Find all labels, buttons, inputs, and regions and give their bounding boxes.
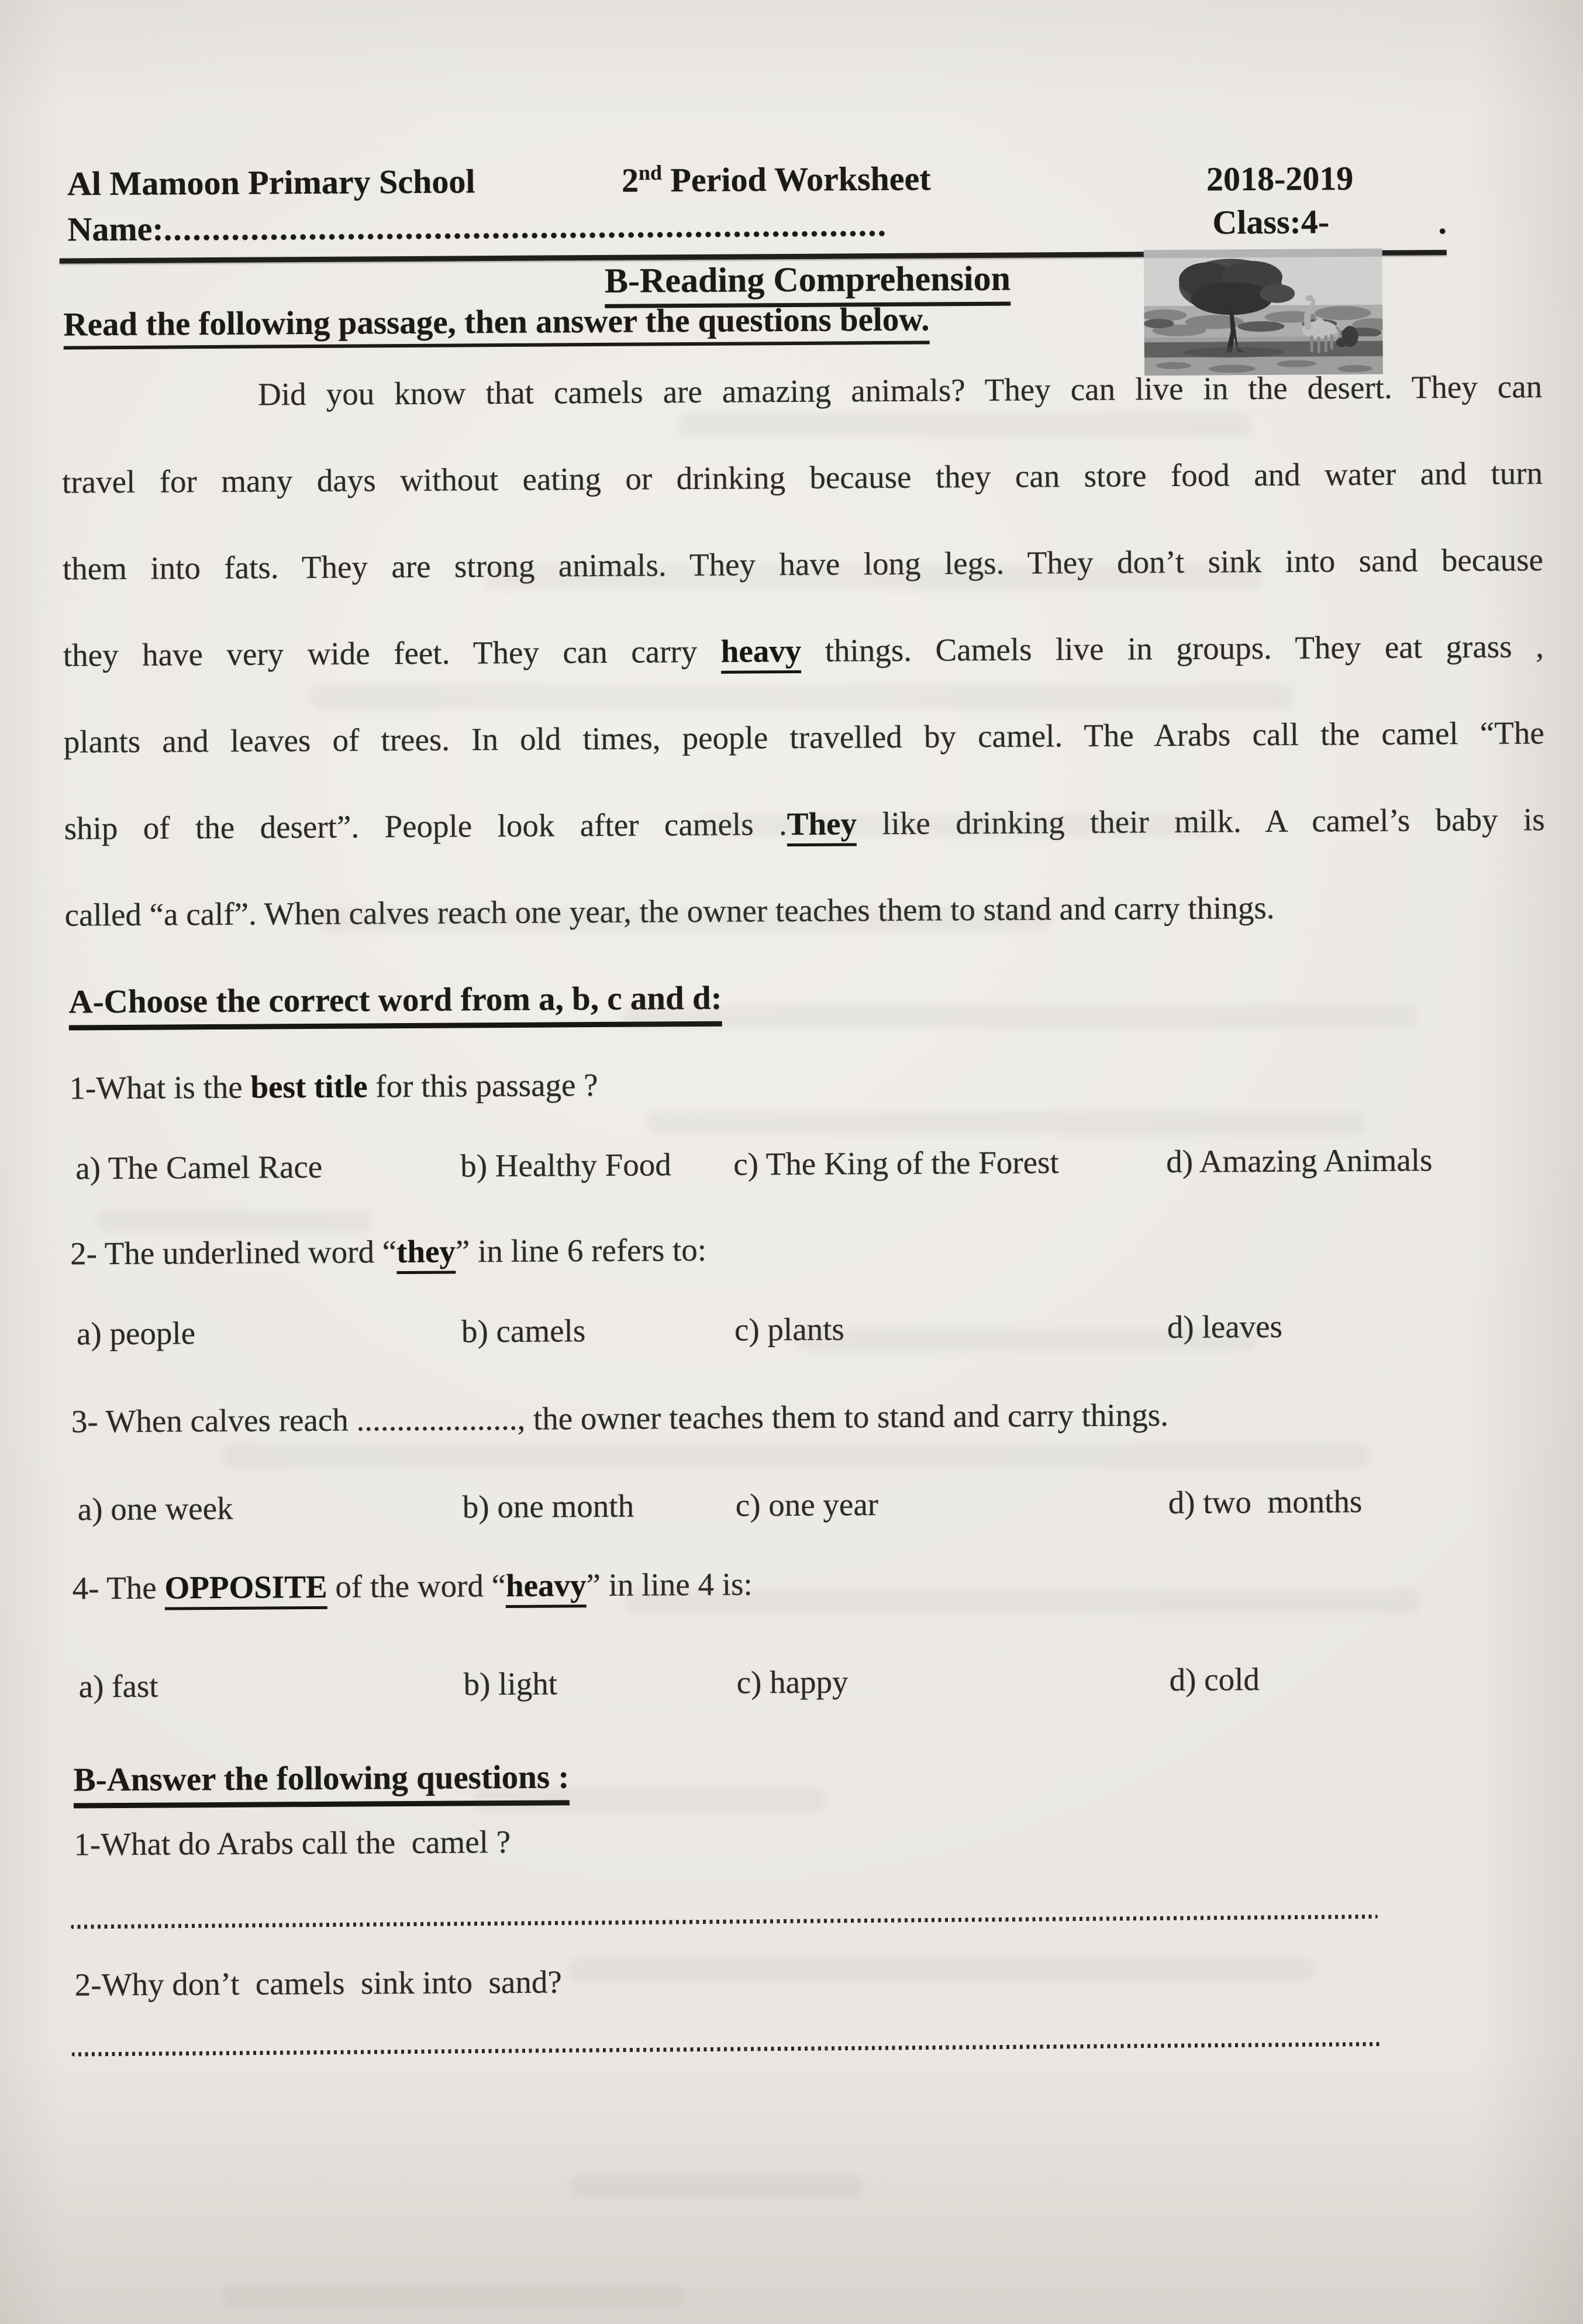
bleed-through-artifact xyxy=(693,814,1213,838)
option-a2-b: b) camels xyxy=(461,1313,586,1349)
name-label: Name: xyxy=(67,209,164,249)
question-a1-prompt: 1-What is the best title for this passage ? xyxy=(69,1067,598,1106)
option-a4-c: c) happy xyxy=(736,1664,849,1700)
bleed-through-artifact xyxy=(678,412,1251,437)
name-dotted-blank: ........................................................................... xyxy=(163,205,888,248)
bleed-through-artifact xyxy=(222,2286,684,2308)
question-a3-options xyxy=(68,1481,1571,1537)
option-a3-c: c) one year xyxy=(735,1486,879,1523)
header-trailing-period: . xyxy=(1438,203,1447,242)
passage-line: plants and leaves of trees. In old times, people travelled by camel. The Arabs call the camel “The xyxy=(63,715,1544,760)
passage-line: they have very wide feet. They can carry heavy things. Camels live in groups. They eat grass , xyxy=(63,628,1544,673)
option-a1-d: d) Amazing Animals xyxy=(1166,1142,1433,1180)
bleed-through-artifact xyxy=(795,1329,1257,1351)
section-a-heading-text: A-Choose the correct word from a, b, c and d: xyxy=(68,980,722,1031)
option-a2-d: d) leaves xyxy=(1167,1308,1283,1345)
bleed-through-artifact xyxy=(316,908,1053,932)
question-a1-options xyxy=(66,1140,1569,1196)
bleed-through-artifact xyxy=(485,564,1263,590)
option-a4-b: b) light xyxy=(463,1665,558,1702)
option-a4-d: d) cold xyxy=(1169,1661,1260,1698)
reading-instruction-text: Read the following passage, then answer the questions below. xyxy=(63,301,930,350)
question-a2-prompt: 2- The underlined word “they” in line 6 refers to: xyxy=(70,1231,706,1273)
bleed-through-artifact xyxy=(646,1111,1365,1135)
question-a4-prompt: 4- The OPPOSITE of the word “heavy” in line 4 is: xyxy=(72,1565,752,1607)
worksheet-ordinal: nd xyxy=(638,160,662,185)
option-a2-a: a) people xyxy=(76,1315,196,1352)
name-field-label xyxy=(67,204,887,250)
option-a1-c: c) The King of the Forest xyxy=(733,1144,1059,1182)
bleed-through-artifact xyxy=(623,1005,1418,1028)
bleed-through-artifact xyxy=(626,1590,1421,1613)
option-a3-d: d) two months xyxy=(1168,1483,1363,1521)
bleed-through-artifact xyxy=(570,2175,863,2197)
bleed-through-artifact xyxy=(96,1210,371,1233)
bleed-through-artifact xyxy=(474,1789,825,1812)
worksheet-title xyxy=(622,159,931,201)
bleed-through-artifact xyxy=(310,684,1292,710)
answer-dotted-line-2 xyxy=(71,2042,1381,2057)
passage-line: ship of the desert”. People look after camels .They like drinking their milk. A camel’s baby is xyxy=(64,801,1545,846)
passage-line: Did you know that camels are amazing animals? They can live in the desert. They can xyxy=(257,369,1543,412)
worksheet-number: 2 xyxy=(621,161,639,199)
option-a1-b: b) Healthy Food xyxy=(460,1146,671,1184)
class-field-label: Class:4- xyxy=(1212,202,1330,242)
reading-section-title-text: B-Reading Comprehension xyxy=(605,259,1011,308)
school-year: 2018-2019 xyxy=(1206,159,1354,198)
option-a4-a: a) fast xyxy=(78,1668,158,1705)
question-b1-prompt: 1-What do Arabs call the camel ? xyxy=(74,1823,511,1862)
section-b-heading-text: B-Answer the following questions : xyxy=(73,1758,569,1808)
bleed-through-artifact xyxy=(222,1444,1368,1468)
question-a3-prompt: 3- When calves reach ...................., the owner teaches them to stand and carry things. xyxy=(71,1397,1169,1440)
reading-instruction xyxy=(63,300,929,345)
option-a2-c: c) plants xyxy=(734,1311,845,1348)
question-b2-prompt: 2-Why don’t camels sink into sand? xyxy=(74,1964,562,2003)
school-name: Al Mamoon Primary School xyxy=(67,162,475,203)
bleed-through-artifact xyxy=(567,1958,1316,1982)
worksheet-title-rest: Period Worksheet xyxy=(661,159,931,199)
reading-section-title xyxy=(605,257,1011,302)
question-a4-options xyxy=(69,1658,1572,1714)
passage-line: them into fats. They are strong animals. They have long legs. They don’t sink into sand because xyxy=(62,542,1544,587)
option-a3-a: a) one week xyxy=(77,1490,233,1527)
answer-dotted-line-1 xyxy=(71,1915,1378,1929)
passage-line: travel for many days without eating or drinking because they can store food and water and turn xyxy=(61,455,1543,500)
option-a1-a: a) The Camel Race xyxy=(75,1148,323,1186)
option-a3-b: b) one month xyxy=(462,1488,634,1525)
passage-line: called “a calf”. When calves reach one year, the owner teaches them to stand and carry things. xyxy=(64,889,1275,933)
